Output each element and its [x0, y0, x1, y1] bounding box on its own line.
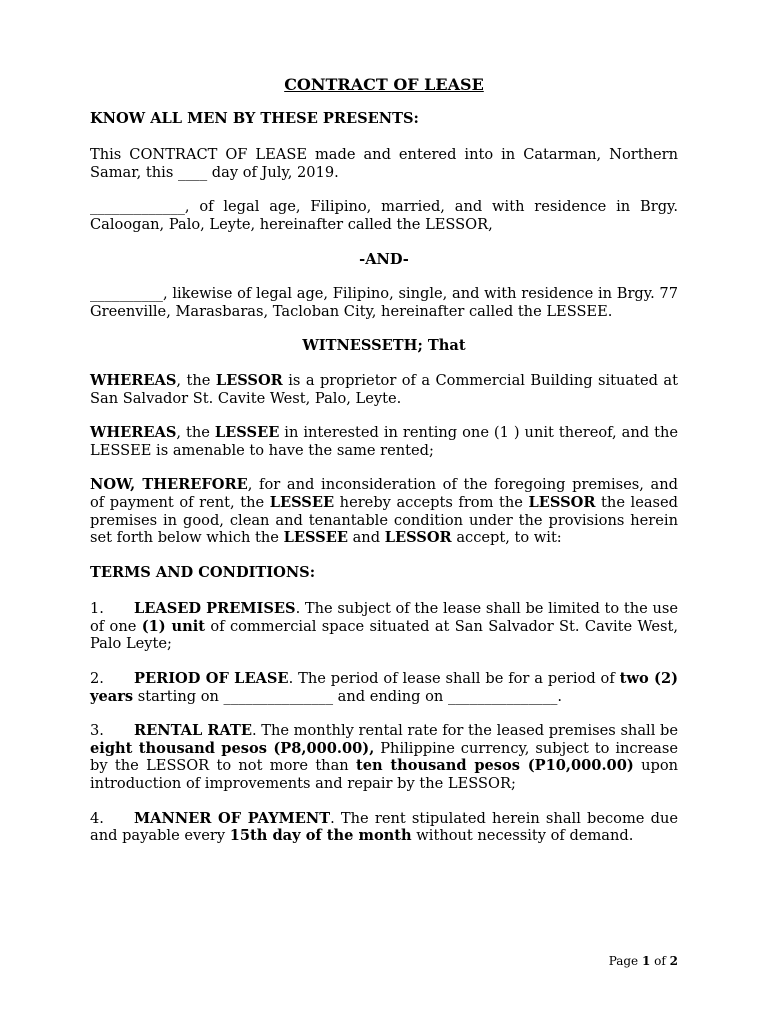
bold-text: ten thousand pesos (P10,000.00) [356, 757, 634, 775]
text-span: accept, to wit: [451, 529, 562, 547]
witnesseth-heading: WITNESSETH; That [302, 337, 466, 355]
document-title: CONTRACT OF LEASE [284, 75, 484, 94]
intro-paragraph: This CONTRACT OF LEASE made and entered into in Catarman, Northern Samar, this ____ day of July, 2019. [90, 146, 678, 181]
term-number: 3. [90, 722, 104, 740]
text-span: upon introduction of improvements and repair by the LESSOR; [90, 757, 679, 793]
text-span: , the [176, 371, 216, 389]
term-period-of-lease [90, 670, 678, 705]
text-span: hereby accepts from the [334, 493, 529, 511]
bold-text: (1) unit [141, 617, 206, 635]
preamble: KNOW ALL MEN BY THESE PRESENTS: [90, 109, 419, 127]
term-number: 4. [90, 809, 104, 827]
term-heading: MANNER OF PAYMENT [134, 809, 331, 827]
whereas-lessor-paragraph [90, 372, 678, 407]
text-span: is a proprietor of a Commercial Building situated at San Salvador St. Cavite West, Palo, Leyte. [90, 371, 678, 407]
bold-text: eight thousand pesos (P8,000.00), [90, 739, 375, 757]
whereas-keyword: WHEREAS [90, 371, 177, 389]
lessor-party-paragraph: _____________, of legal age, Filipino, married, and with residence in Brgy. Caloogan, Palo, Leyte, hereinafter called the LESSOR, [90, 198, 678, 233]
lessor-keyword: LESSOR [215, 371, 283, 389]
term-heading: PERIOD OF LEASE [134, 670, 289, 688]
text-span: without necessity of demand. [411, 827, 634, 845]
total-pages: 2 [669, 954, 678, 968]
lessee-keyword: LESSEE [283, 529, 348, 547]
text-span: . The monthly rental rate for the leased premises shall be [251, 722, 678, 740]
lessee-keyword: LESSEE [214, 424, 280, 442]
lessor-keyword: LESSOR [384, 529, 452, 547]
lessee-keyword: LESSEE [269, 493, 335, 511]
now-therefore-paragraph [90, 476, 678, 546]
text-span: of commercial space situated at San Salvador St. Cavite West, Palo Leyte; [90, 617, 678, 653]
page-label: Page [608, 954, 642, 968]
and-separator: -AND- [359, 250, 409, 268]
whereas-lessee-paragraph [90, 424, 678, 459]
term-manner-of-payment [90, 810, 678, 845]
text-span: . The subject of the lease shall be limited to the use of one [90, 600, 678, 635]
term-rental-rate [90, 722, 678, 792]
whereas-keyword: WHEREAS [90, 424, 177, 442]
term-leased-premises [90, 600, 678, 653]
text-span: , for and inconsideration of the foregoing premises, and of payment of rent, the [90, 476, 678, 511]
page-number [609, 954, 678, 968]
text-span: . The period of lease shall be for a period of [288, 670, 620, 688]
bold-text: 15th day of the month [229, 827, 412, 845]
page-of-label: of [650, 954, 670, 968]
text-span: . The rent stipulated herein shall become due and payable every [90, 809, 678, 845]
text-span: and [347, 529, 385, 547]
text-span: the leased premises in good, clean and tenantable condition under the provisions herein set forth below which the [90, 493, 679, 547]
lessor-keyword: LESSOR [528, 493, 596, 511]
current-page: 1 [641, 954, 651, 968]
term-number: 1. [90, 600, 104, 618]
document-page [90, 76, 678, 862]
term-number: 2. [90, 670, 104, 688]
term-heading: LEASED PREMISES [134, 600, 296, 618]
lessee-party-paragraph: __________, likewise of legal age, Filipino, single, and with residence in Brgy. 77 Greenville, Marasbaras, Tacloban City, hereinafter called the LESSEE. [90, 285, 678, 320]
text-span: Philippine currency, subject to increase by the LESSOR to not more than [90, 739, 678, 775]
now-therefore-keyword: NOW, THEREFORE [90, 476, 248, 494]
text-span: starting on _______________ and ending on _______________. [133, 687, 563, 705]
terms-heading: TERMS AND CONDITIONS: [90, 563, 316, 581]
text-span: in interested in renting one (1 ) unit thereof, and the LESSEE is amenable to have the same rented; [90, 424, 678, 459]
term-heading: RENTAL RATE [134, 722, 252, 740]
bold-text: two (2) years [90, 670, 679, 705]
text-span: , the [176, 424, 215, 442]
